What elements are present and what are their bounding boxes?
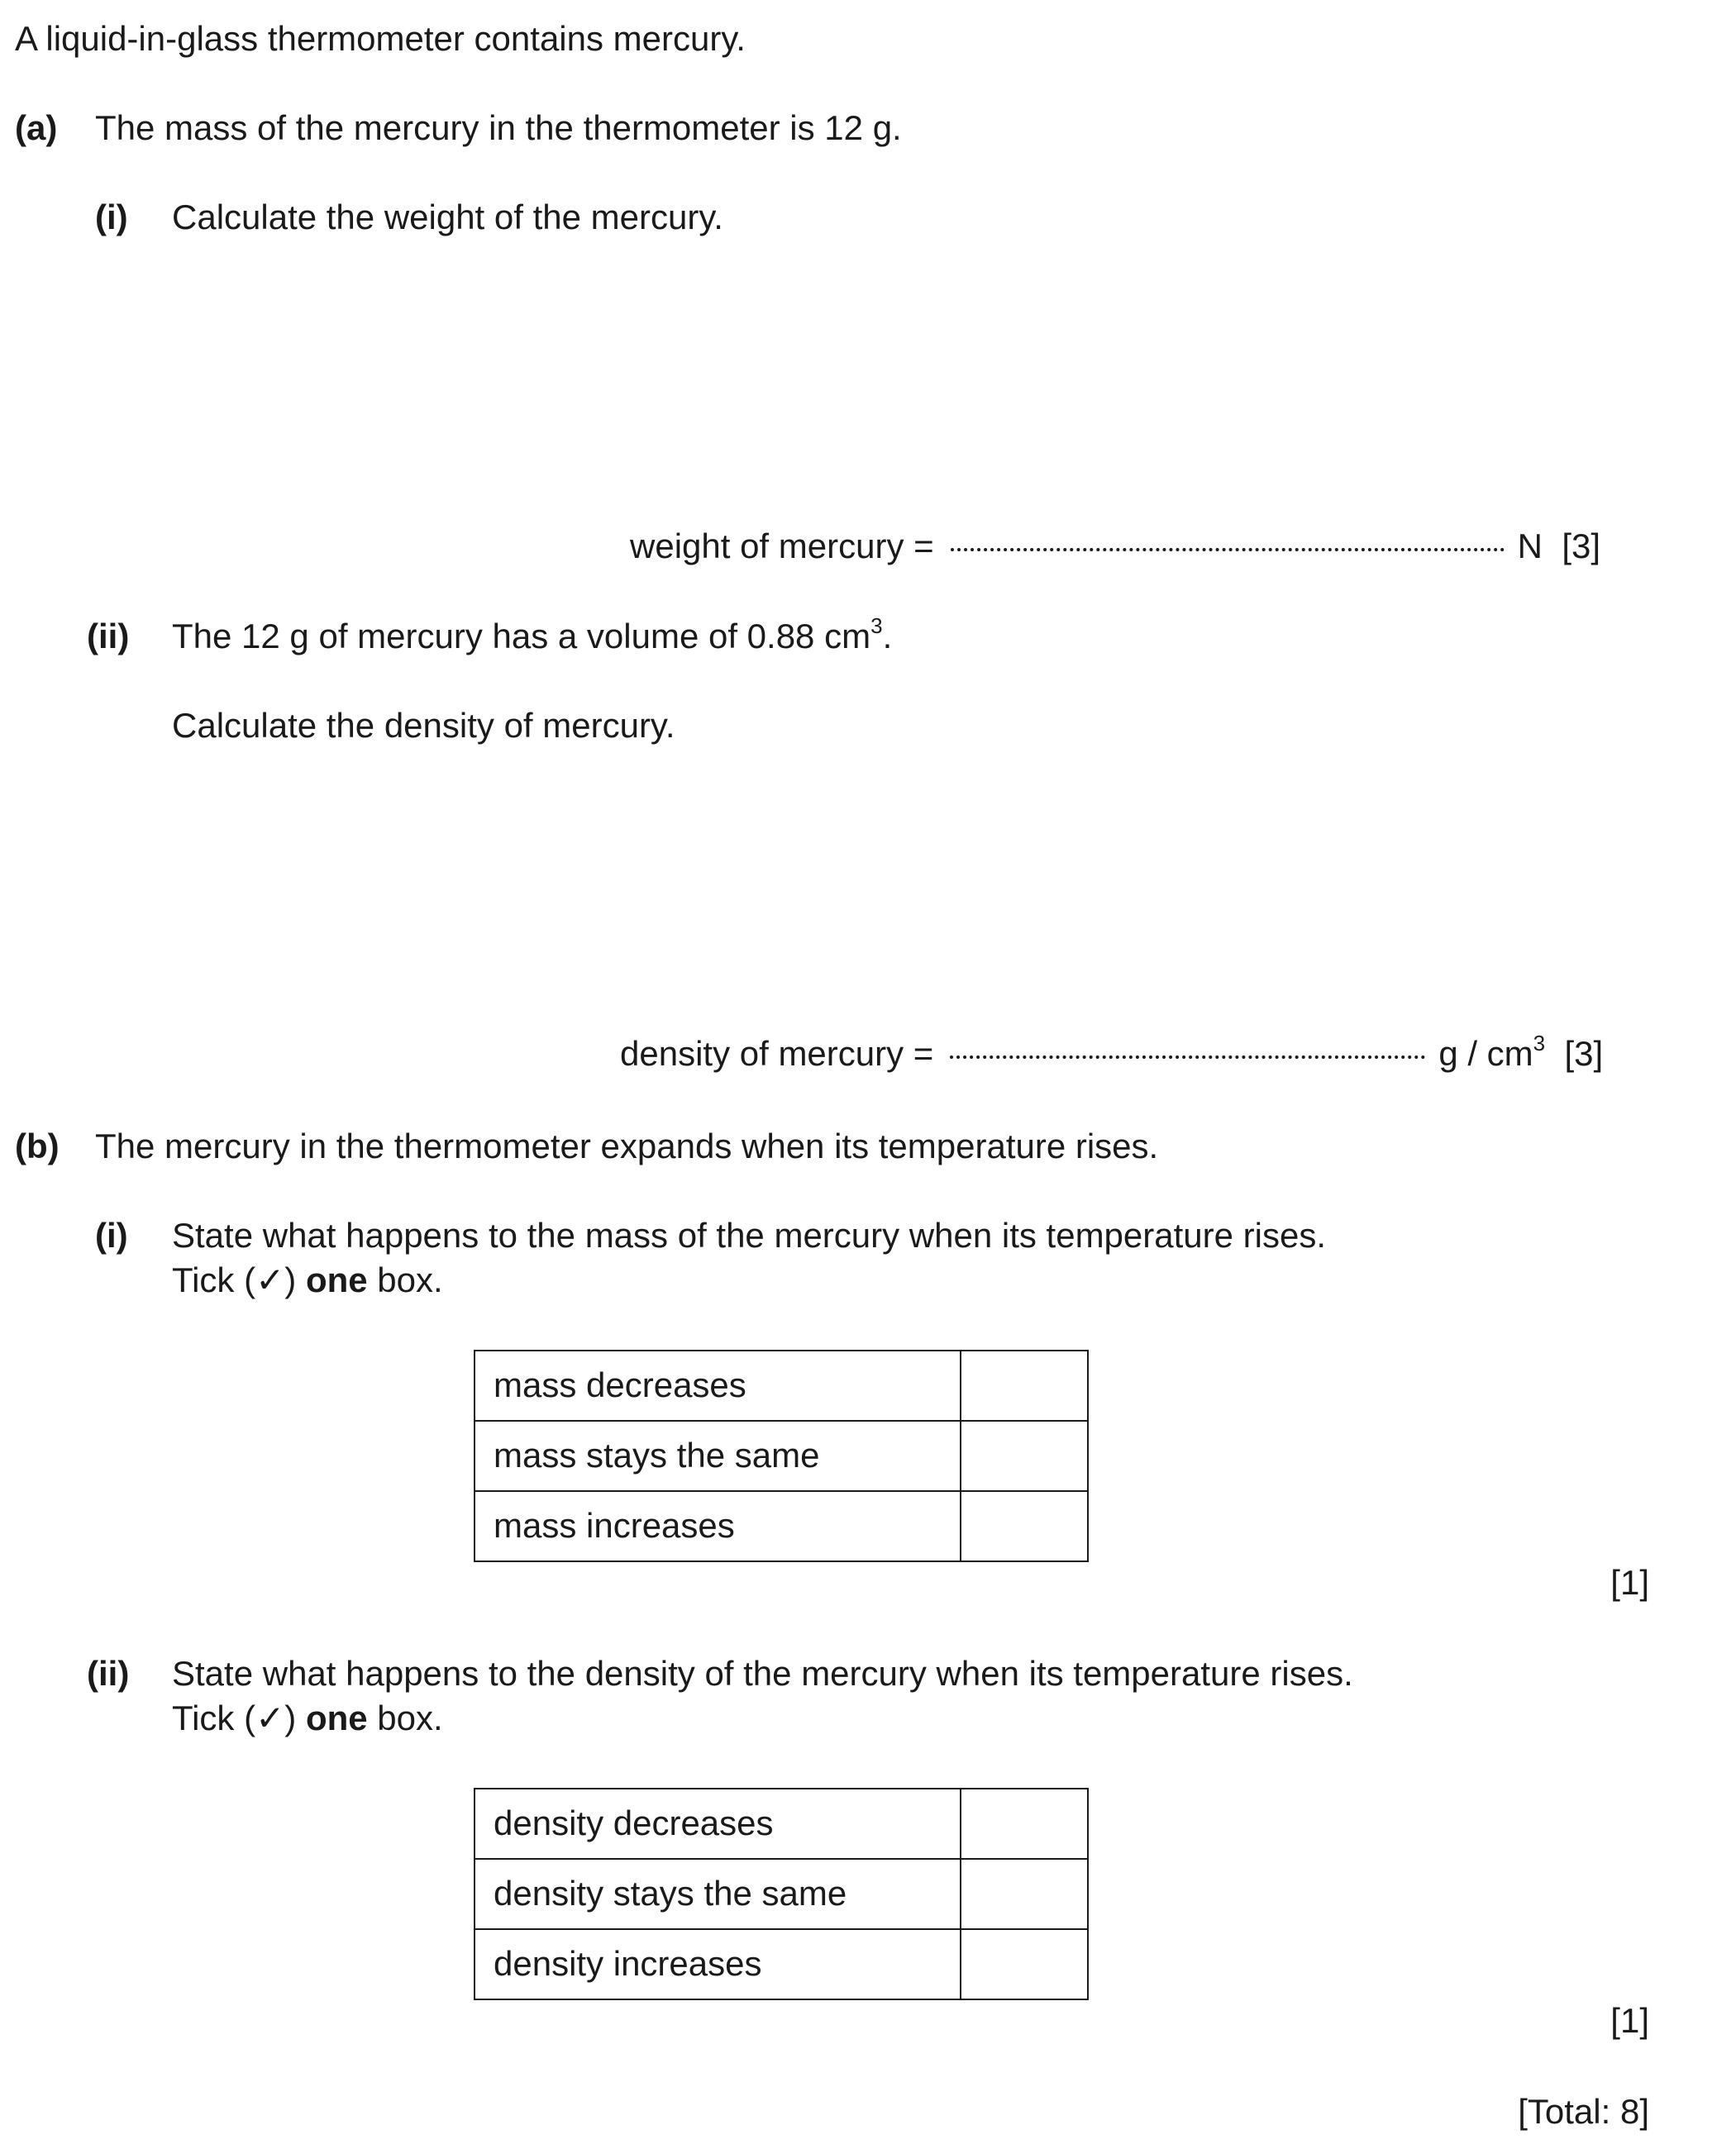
option-mass-decreases: mass decreases — [475, 1351, 961, 1421]
part-b-label: (b) — [15, 1127, 60, 1165]
table-row — [475, 1859, 1088, 1929]
tick-box-mass-increases[interactable] — [961, 1491, 1088, 1561]
weight-marks: [3] — [1562, 527, 1601, 565]
option-density-stays-the-same: density stays the same — [475, 1859, 961, 1929]
part-b-i-text: State what happens to the mass of the mercury when its temperature rises. — [172, 1216, 1327, 1255]
density-answer-field[interactable] — [950, 1055, 1425, 1059]
density-answer-label: density of mercury = — [620, 1034, 934, 1073]
mass-options-table — [474, 1350, 1089, 1562]
part-a-label: (a) — [15, 108, 58, 147]
density-unit: g / $cm^3$ — [1438, 1030, 1546, 1073]
table-row — [475, 1351, 1088, 1421]
weight-answer-field[interactable] — [951, 548, 1505, 551]
weight-answer-line — [630, 526, 1600, 567]
part-a-ii-label: (ii) — [87, 617, 130, 655]
tick-box-density-stays-the-same[interactable] — [961, 1859, 1088, 1929]
part-b-i-label: (i) — [95, 1216, 128, 1255]
tick-box-density-increases[interactable] — [961, 1929, 1088, 1999]
part-b-i-tick-instruction: Tick (✓) one box. — [172, 1260, 443, 1299]
part-b-ii-label: (ii) — [87, 1654, 130, 1693]
part-b-ii-text: State what happens to the density of the mercury when its temperature rises. — [172, 1654, 1353, 1693]
table-row — [475, 1491, 1088, 1561]
density-marks: [3] — [1564, 1034, 1604, 1073]
density-options-table — [474, 1788, 1089, 2000]
density-answer-line — [620, 1030, 1604, 1074]
weight-unit: N — [1517, 527, 1543, 565]
part-a-ii-text: The 12 g of mercury has a volume of 0.88 $cm^3$. — [172, 612, 893, 655]
option-density-increases: density increases — [475, 1929, 961, 1999]
table-row — [475, 1789, 1088, 1859]
option-density-decreases: density decreases — [475, 1789, 961, 1859]
tick-box-mass-decreases[interactable] — [961, 1351, 1088, 1421]
weight-answer-label: weight of mercury = — [630, 527, 934, 565]
intro-text: A liquid-in-glass thermometer contains mercury. — [15, 19, 746, 58]
tick-box-mass-stays-the-same[interactable] — [961, 1421, 1088, 1491]
part-a-i-text: Calculate the weight of the mercury. — [172, 198, 723, 236]
part-a-i-label: (i) — [95, 198, 128, 236]
total-marks: [Total: 8] — [1518, 2092, 1649, 2131]
table-row — [475, 1421, 1088, 1491]
part-b-ii-marks: [1] — [1610, 2001, 1649, 2040]
part-a-ii-instruction: Calculate the density of mercury. — [172, 706, 675, 745]
part-b-ii-tick-instruction: Tick (✓) one box. — [172, 1699, 443, 1737]
part-b-text: The mercury in the thermometer expands when its temperature rises. — [95, 1127, 1159, 1165]
part-a-text: The mass of the mercury in the thermometer is 12 g. — [95, 108, 902, 147]
option-mass-increases: mass increases — [475, 1491, 961, 1561]
tick-box-density-decreases[interactable] — [961, 1789, 1088, 1859]
option-mass-stays-the-same: mass stays the same — [475, 1421, 961, 1491]
part-b-i-marks: [1] — [1610, 1563, 1649, 1602]
table-row — [475, 1929, 1088, 1999]
